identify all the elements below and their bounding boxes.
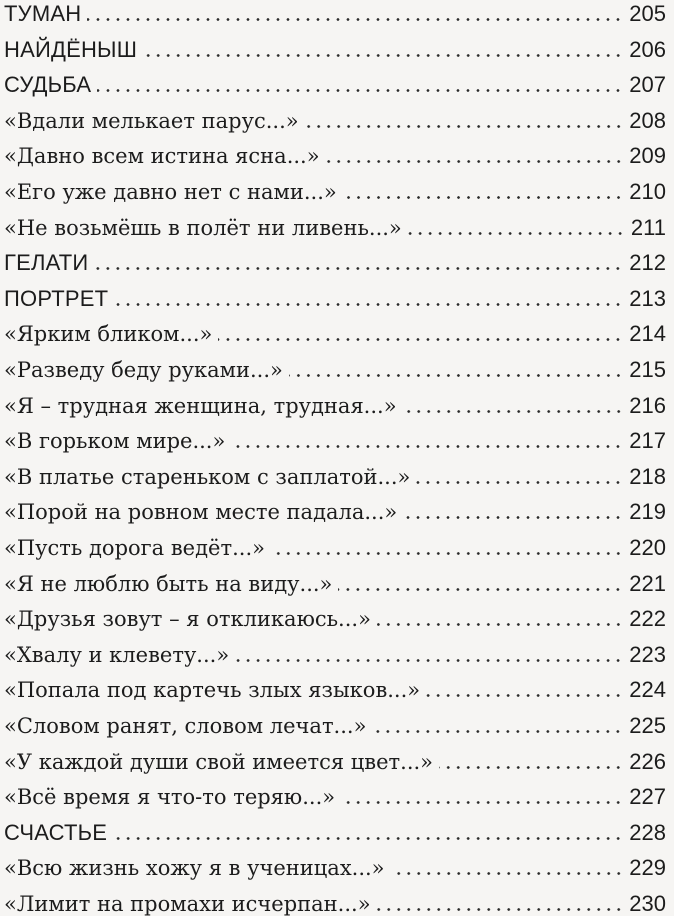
toc-entry xyxy=(4,455,666,489)
toc-entry-page-number: 209 xyxy=(629,143,666,169)
dot-leader xyxy=(377,623,623,626)
dot-leader xyxy=(403,516,623,519)
dot-leader xyxy=(426,694,623,697)
dot-leader xyxy=(143,54,623,57)
toc-entry xyxy=(4,562,666,596)
toc-entry-title: «Пусть дорога ведёт...» xyxy=(4,536,265,560)
toc-entry-page-number: 205 xyxy=(629,1,666,26)
dot-leader xyxy=(343,196,624,199)
toc-entry xyxy=(4,134,666,168)
toc-entry-title: «Всю жизнь хожу я в ученицах...» xyxy=(4,856,385,881)
toc-entry-title: «Давно всем истина ясна...» xyxy=(4,144,320,169)
toc-entry-page-number: 211 xyxy=(630,214,666,240)
toc-entry-title: «Я – трудная женщина, трудная...» xyxy=(4,393,397,418)
toc-entry-page-number: 223 xyxy=(629,641,666,667)
toc-entry-page-number: 217 xyxy=(629,428,666,454)
toc-entry-page-number: 206 xyxy=(629,36,666,62)
toc-entry-title: ТУМАН xyxy=(4,1,82,26)
toc-entry-title: «В платье стареньком с заплатой...» xyxy=(4,464,411,489)
toc-entry-page-number: 228 xyxy=(629,819,666,845)
toc-entry-title: ПОРТРЕТ xyxy=(4,285,109,311)
toc-entry xyxy=(4,419,666,453)
toc-entry-page-number: 214 xyxy=(629,321,666,347)
dot-leader xyxy=(403,410,624,413)
dot-leader xyxy=(416,481,623,484)
toc-entry xyxy=(4,0,666,26)
toc-entry-page-number: 207 xyxy=(629,72,666,98)
toc-entry xyxy=(4,206,666,240)
toc-entry xyxy=(4,668,666,702)
toc-entry-page-number: 227 xyxy=(629,784,666,810)
toc-entry-page-number: 221 xyxy=(629,570,666,596)
toc-entry-title: «Разведу беду руками...» xyxy=(4,358,283,382)
toc-entry-title: «Лимит на промахи исчерпан...» xyxy=(4,892,371,916)
toc-entry xyxy=(4,170,666,204)
toc-entry xyxy=(4,740,666,774)
toc-entry xyxy=(4,28,666,62)
toc-entry-page-number: 226 xyxy=(629,748,666,774)
toc-entry-page-number: 215 xyxy=(629,357,666,382)
toc-entry-title: НАЙДЁНЫШ xyxy=(4,36,138,62)
dot-leader xyxy=(218,338,623,341)
toc-entry-page-number: 210 xyxy=(629,179,666,204)
dot-leader xyxy=(326,160,624,163)
toc-entry-page-number: 225 xyxy=(629,713,666,738)
toc-entry xyxy=(4,526,666,560)
toc-entry-page-number: 230 xyxy=(629,891,666,916)
dot-leader xyxy=(113,837,623,840)
toc-entry xyxy=(4,704,666,738)
dot-leader xyxy=(377,908,624,911)
toc-entry-title: ГЕЛАТИ xyxy=(4,250,89,276)
toc-entry xyxy=(4,63,666,97)
dot-leader xyxy=(271,552,623,555)
toc-entry-page-number: 212 xyxy=(629,250,666,276)
toc-entry-title: «Его уже давно нет с нами...» xyxy=(4,180,337,204)
dot-leader xyxy=(231,445,623,448)
toc-entry xyxy=(4,633,666,667)
toc-entry-title: «Попала под картечь злых языков...» xyxy=(4,678,421,703)
toc-entry xyxy=(4,312,666,346)
toc-entry-title: «Вдали мелькает парус...» xyxy=(4,108,299,133)
toc-entry-page-number: 219 xyxy=(629,499,666,525)
toc-entry xyxy=(4,597,666,631)
toc-entry-page-number: 220 xyxy=(629,535,666,560)
toc-entry-title: «Хвалу и клевету...» xyxy=(4,642,230,667)
toc-entry-title: «Не возьмёшь в полёт ни ливень...» xyxy=(4,215,402,240)
toc-entry xyxy=(4,882,666,916)
toc-entry xyxy=(4,775,666,809)
dot-leader xyxy=(235,659,623,662)
toc-entry-title: «Порой на ровном месте падала...» xyxy=(4,500,398,525)
dot-leader xyxy=(97,89,623,92)
toc-entry-page-number: 213 xyxy=(629,285,666,311)
toc-entry xyxy=(4,277,666,311)
toc-entry-page-number: 208 xyxy=(629,107,666,133)
toc-entry xyxy=(4,384,666,418)
toc-entry-page-number: 218 xyxy=(629,463,666,489)
toc-entry-title: «Друзья зовут – я откликаюсь...» xyxy=(4,607,371,632)
toc-entry-title: «Ярким бликом...» xyxy=(4,322,213,347)
toc-entry-page-number: 229 xyxy=(629,855,666,881)
toc-entry-title: «У каждой души свой имеется цвет...» xyxy=(4,749,434,774)
dot-leader xyxy=(408,232,625,235)
dot-leader xyxy=(94,267,623,270)
dot-leader xyxy=(289,374,623,377)
toc-entry-title: СУДЬБА xyxy=(4,72,92,98)
toc-entry-title: «Всё время я что-то теряю...» xyxy=(4,785,336,810)
toc-entry xyxy=(4,241,666,275)
toc-entry xyxy=(4,99,666,133)
toc-entry xyxy=(4,348,666,382)
toc-entry-title: «В горьком мире...» xyxy=(4,429,226,454)
dot-leader xyxy=(305,125,624,128)
toc-entry-title: «Словом ранят, словом лечат...» xyxy=(4,714,367,738)
toc-entry xyxy=(4,490,666,524)
toc-entry-page-number: 216 xyxy=(629,392,666,418)
dot-leader xyxy=(439,766,623,769)
toc-entry-page-number: 224 xyxy=(629,677,666,703)
dot-leader xyxy=(372,730,623,733)
toc-entry-title: СЧАСТЬЕ xyxy=(4,819,108,845)
toc-entry-title: «Я не люблю быть на виду...» xyxy=(4,571,333,596)
dot-leader xyxy=(87,18,623,21)
toc-entry-page-number: 222 xyxy=(629,606,666,632)
dot-leader xyxy=(391,872,624,875)
dot-leader xyxy=(338,588,623,591)
toc-entry xyxy=(4,846,666,880)
dot-leader xyxy=(341,801,623,804)
dot-leader xyxy=(114,303,623,306)
toc-entry xyxy=(4,811,666,845)
